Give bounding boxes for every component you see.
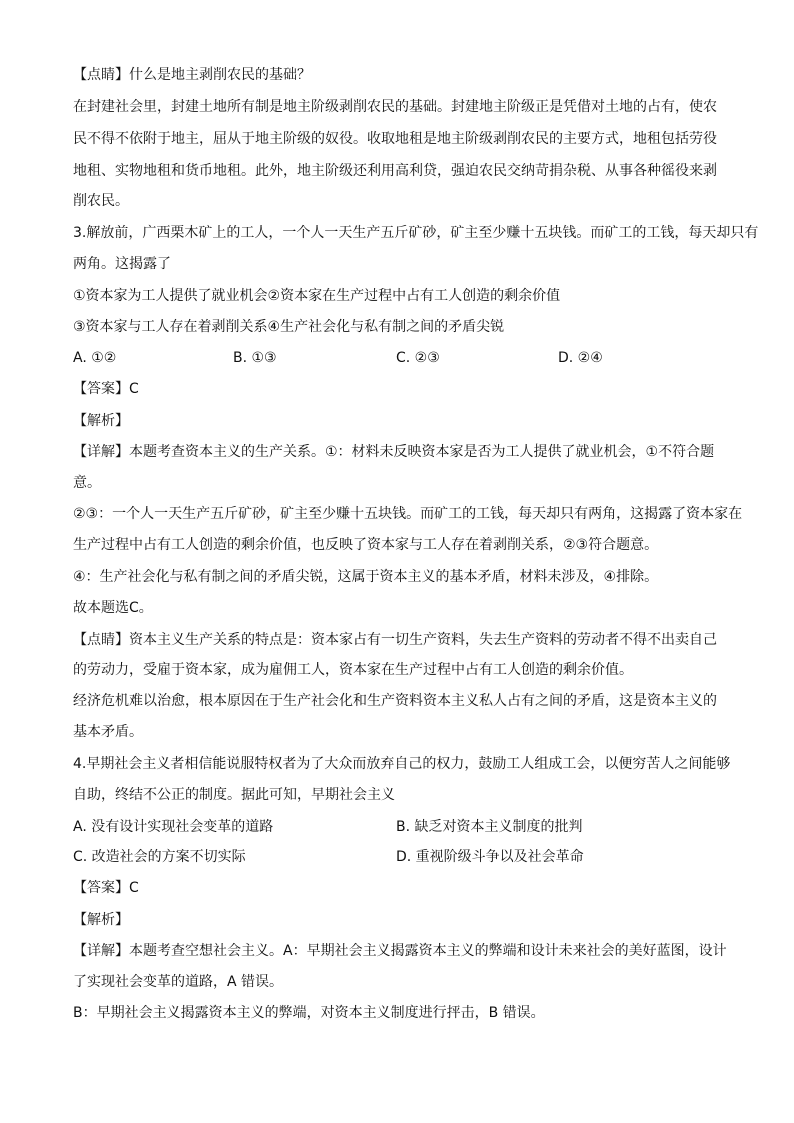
explanation-line: 意。 bbox=[73, 475, 101, 491]
question-3-stem: 3.解放前，广西栗木矿上的工人，一个人一天生产五斤矿砂，矿主至少赚十五块钱。而矿工的工钱，每天却只有 bbox=[73, 225, 759, 241]
explanation-line: 生产过程中占有工人创造的剩余价值，也反映了资本家与工人存在着剥削关系，②③符合题意。 bbox=[73, 537, 659, 553]
q4-option-d: D. 重视阶级斗争以及社会革命 bbox=[396, 849, 584, 865]
explanation-line: ④：生产社会化与私有制之间的矛盾尖锐，这属于资本主义的基本矛盾，材料未涉及，④排除。 bbox=[73, 569, 659, 585]
q4-option-b: B. 缺乏对资本主义制度的批判 bbox=[396, 819, 583, 835]
paragraph-line: 在封建社会里，封建土地所有制是地主阶级剥削农民的基础。封建地主阶级正是凭借对土地的占有，使农 bbox=[73, 99, 717, 115]
paragraph-line: 地租、实物地租和货币地租。此外，地主阶级还利用高利贷，强迫农民交纳苛捐杂税、从事各种徭役来剥 bbox=[73, 163, 717, 179]
tip-line: 【点睛】资本主义生产关系的特点是：资本家占有一切生产资料，失去生产资料的劳动者不得不出卖自己 bbox=[73, 632, 717, 648]
explanation-line: 了实现社会变革的道路，A 错误。 bbox=[73, 974, 284, 990]
q3-option-b: B. ①③ bbox=[233, 350, 277, 366]
explanation-line: ②③：一个人一天生产五斤矿砂，矿主至少赚十五块钱。而矿工的工钱，每天却只有两角，这揭露了资本家在 bbox=[73, 506, 743, 522]
explanation-line: B：早期社会主义揭露资本主义的弊端，对资本主义制度进行抨击，B 错误。 bbox=[73, 1005, 545, 1021]
q3-option-d: D. ②④ bbox=[558, 350, 603, 366]
q3-option-a: A. ①② bbox=[73, 350, 117, 366]
question-3-statements: ①资本家为工人提供了就业机会②资本家在生产过程中占有工人创造的剩余价值 bbox=[73, 288, 561, 304]
q4-option-a: A. 没有设计实现社会变革的道路 bbox=[73, 819, 274, 835]
question-4-stem: 自助，终结不公正的制度。据此可知，早期社会主义 bbox=[73, 787, 395, 803]
conclusion-line: 故本题选C。 bbox=[73, 600, 153, 616]
question-4-stem: 4.早期社会主义者相信能说服特权者为了大众而放弃自己的权力，鼓励工人组成工会，以便穷苦人之间能够 bbox=[73, 756, 731, 772]
analysis-heading: 【解析】 bbox=[73, 413, 129, 429]
analysis-heading: 【解析】 bbox=[73, 912, 129, 928]
paragraph-line: 削农民。 bbox=[73, 193, 129, 209]
paragraph-line: 民不得不依附于地主，屈从于地主阶级的奴役。收取地租是地主阶级剥削农民的主要方式，地租包括劳役 bbox=[73, 131, 717, 147]
explanation-line: 【详解】本题考查空想社会主义。A：早期社会主义揭露资本主义的弊端和设计未来社会的美好蓝图，设计 bbox=[73, 943, 727, 959]
tip-line: 基本矛盾。 bbox=[73, 724, 143, 740]
explanation-line: 【详解】本题考查资本主义的生产关系。①：材料未反映资本家是否为工人提供了就业机会，①不符合题 bbox=[73, 444, 715, 460]
answer-line: 【答案】C bbox=[73, 880, 139, 896]
q3-option-c: C. ②③ bbox=[396, 350, 440, 366]
tip-line: 的劳动力，受雇于资本家，成为雇佣工人，资本家在生产过程中占有工人创造的剩余价值。 bbox=[73, 662, 633, 678]
tip-heading: 【点睛】什么是地主剥削农民的基础？ bbox=[73, 67, 311, 83]
answer-line: 【答案】C bbox=[73, 381, 139, 397]
q4-option-c: C. 改造社会的方案不切实际 bbox=[73, 849, 246, 865]
question-3-statements: ③资本家与工人存在着剥削关系④生产社会化与私有制之间的矛盾尖锐 bbox=[73, 319, 505, 335]
tip-line: 经济危机难以治愈，根本原因在于生产社会化和生产资料资本主义私人占有之间的矛盾，这是资本主义的 bbox=[73, 693, 717, 709]
question-3-stem: 两角。这揭露了 bbox=[73, 256, 171, 272]
